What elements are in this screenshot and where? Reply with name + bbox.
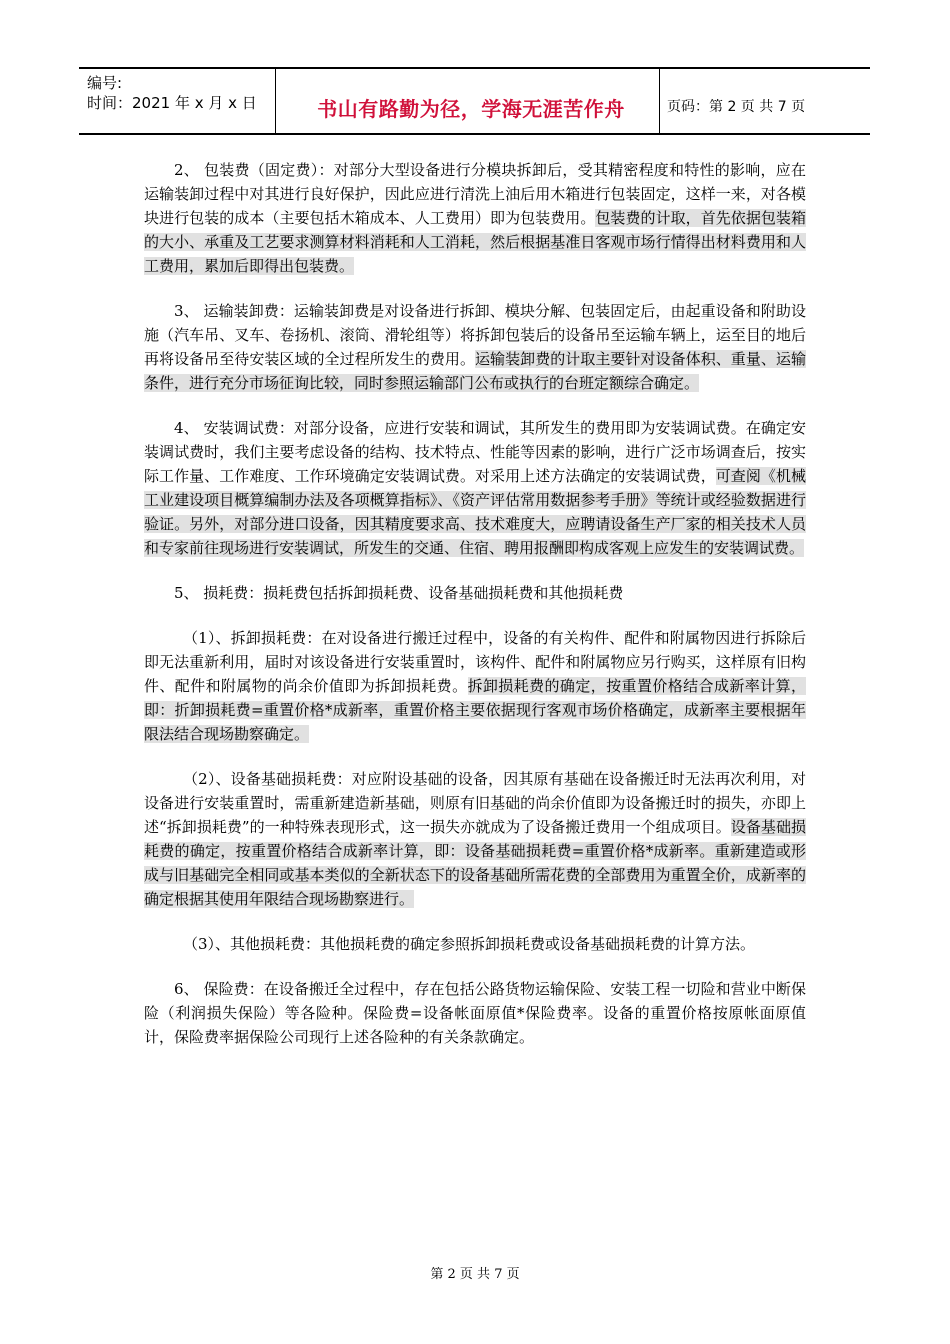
paragraph-insurance-fee (144, 977, 806, 1049)
header-divider-left (275, 69, 276, 133)
header-divider-right (659, 69, 660, 133)
paragraph-text: （2）、设备基础损耗费：对应附设基础的设备，因其原有基础在设备搬迁时无法再次利用，对设备进行安装重置时，需重新建造新基础，则原有旧基础的尚余价值即为设备搬迁时的损失，亦即上述“拆卸损耗费”的一种特殊表现形式，这一损失亦就成为了设备搬迁费用一个组成项目。 (144, 770, 806, 836)
header-bottom-rule (79, 133, 870, 135)
page-header (79, 67, 870, 135)
paragraph-packing-fee (144, 158, 806, 278)
paragraph-text: 5、 损耗费：损耗费包括拆卸损耗费、设备基础损耗费和其他损耗费 (174, 584, 624, 602)
paragraph-text: （1）、拆卸损耗费：在对设备进行搬迁过程中，设备的有关构件、配件和附属物因进行拆除后即无法重新利用，届时对该设备进行安装重置时，该构件、配件和附属物应另行购买，这样原有旧构件、配件和附属物的尚余价值即为拆卸损耗费。 (144, 629, 806, 695)
paragraph-text: 2、 包装费（固定费）：对部分大型设备进行分模块拆卸后，受其精密程度和特性的影响，应在运输装卸过程中对其进行良好保护，因此应进行清洗上油后用木箱进行包装固定，这样一来，对各模块进行包装的成本（主要包括木箱成本、人工费用）即为包装费用。 (144, 161, 806, 227)
page-footer: 第 2 页 共 7 页 (430, 1267, 520, 1282)
highlighted-text: 拆卸损耗费的确定，按重置价格结合成新率计算，即：折卸损耗费=重置价格*成新率，重置价格主要依据现行客观市场价格确定，成新率主要根据年限法结合现场勘察确定。 (144, 677, 806, 743)
header-top-rule (79, 67, 870, 69)
paragraph-text: （3）、其他损耗费：其他损耗费的确定参照拆卸损耗费或设备基础损耗费的计算方法。 (183, 935, 756, 953)
document-body (144, 158, 806, 1070)
paragraph-text: 4、 安装调试费：对部分设备，应进行安装和调试，其所发生的费用即为安装调试费。在确定安装调试费时，我们主要考虑设备的结构、技术特点、性能等因素的影响，进行广泛市场调查后，按实际工作量、工作难度、工作环境确定安装调试费。对采用上述方法确定的安装调试费， (144, 419, 806, 485)
header-left-info (87, 73, 257, 113)
paragraph-text: 3、 运输装卸费：运输装卸费是对设备进行拆卸、模块分解、包装固定后，由起重设备和附助设施（汽车吊、叉车、卷扬机、滚筒、滑轮组等）将拆卸包装后的设备吊至运输车辆上，运至目的地后再将设备吊至待安装区域的全过程所发生的费用。 (144, 302, 806, 368)
paragraph-transport-fee (144, 299, 806, 395)
paragraph-dismantling-loss (144, 626, 806, 746)
document-code-label: 编号: (87, 74, 123, 92)
header-page-info: 页码：第 2 页 共 7 页 (667, 99, 806, 115)
paragraph-other-loss (144, 932, 806, 956)
paragraph-foundation-loss (144, 767, 806, 911)
paragraph-loss-fee (144, 581, 806, 605)
paragraph-text: 6、 保险费：在设备搬迁全过程中，存在包括公路货物运输保险、安装工程一切险和营业中断保险（利润损失保险）等各险种。保险费=设备帐面原值*保险费率。设备的重置价格按原帐面原值计，保险费率据保险公司现行上述各险种的有关条款确定。 (144, 980, 806, 1046)
highlighted-text: 设备基础损耗费的确定，按重置价格结合成新率计算，即：设备基础损耗费=重置价格*成新率。重新建造或形成与旧基础完全相同或基本类似的全新状态下的设备基础所需花费的全部费用为重置全价，成新率的确定根据其使用年限结合现场勘察进行。 (144, 818, 806, 908)
highlighted-text: 包装费的计取，首先依据包装箱的大小、承重及工艺要求测算材料消耗和人工消耗，然后根据基准日客观市场行情得出材料费用和人工费用，累加后即得出包装费。 (144, 209, 806, 275)
highlighted-text: 可查阅《机械工业建设项目概算编制办法及各项概算指标》、《资产评估常用数据参考手册》等统计或经验数据进行验证。另外，对部分进口设备，因其精度要求高、技术难度大，应聘请设备生产厂家的相关技术人员和专家前往现场进行安装调试，所发生的交通、住宿、聘用报酬即构成客观上应发生的安装调试费。 (144, 467, 806, 557)
highlighted-text: 运输装卸费的计取主要针对设备体积、重量、运输条件，进行充分市场征询比较，同时参照运输部门公布或执行的台班定额综合确定。 (144, 350, 806, 392)
paragraph-installation-fee (144, 416, 806, 560)
document-date: 时间：2021 年 x 月 x 日 (87, 94, 257, 112)
header-motto: 书山有路勤为径，学海无涯苦作舟 (317, 97, 625, 121)
